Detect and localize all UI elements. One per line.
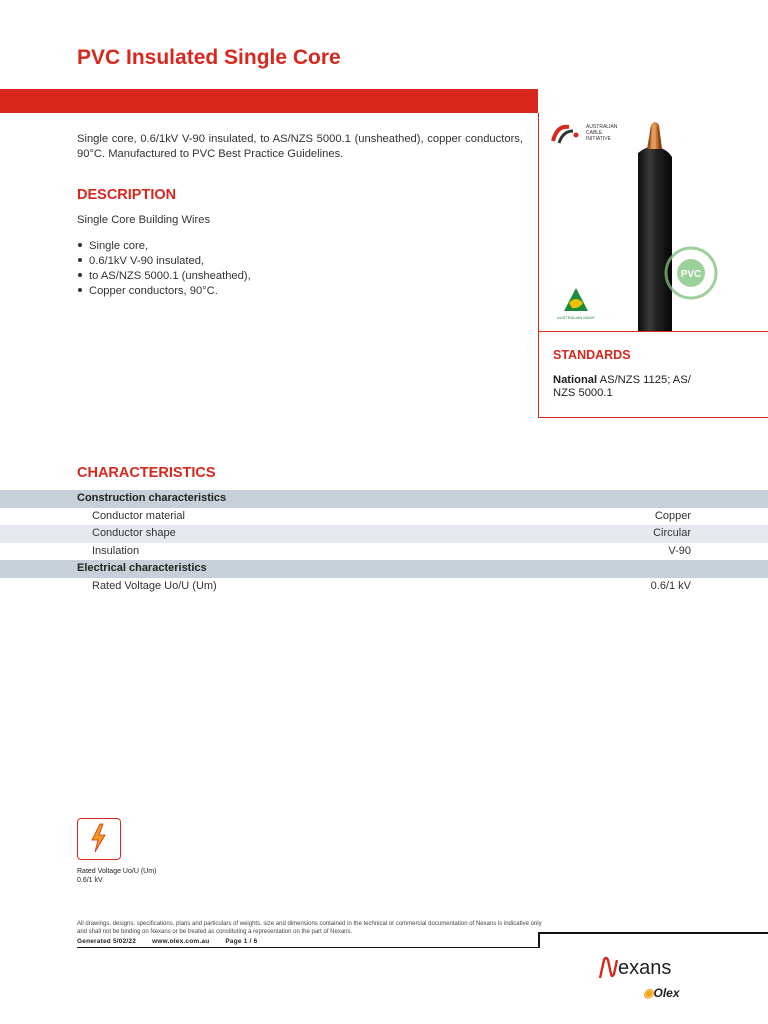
characteristics-heading: CHARACTERISTICS xyxy=(77,465,216,481)
page-title: PVC Insulated Single Core xyxy=(77,46,341,69)
description-subtitle: Single Core Building Wires xyxy=(77,214,211,226)
nexans-n-icon xyxy=(598,956,618,980)
footer-meta xyxy=(77,938,271,945)
standards-heading: STANDARDS xyxy=(553,348,631,362)
page-number: Page 1 / 6 xyxy=(225,938,258,945)
table-row: Rated Voltage Uo/U (Um) 0.6/1 kV xyxy=(92,579,691,592)
footer-divider-right xyxy=(538,932,768,934)
generated-date: Generated 5/02/22 xyxy=(77,938,137,945)
footer-divider xyxy=(77,947,538,948)
australian-made-icon xyxy=(557,288,595,320)
bullet-item: Copper conductors, 90°C. xyxy=(77,284,251,299)
svg-text:PVC: PVC xyxy=(680,269,702,280)
svg-text:CABLE: CABLE xyxy=(586,130,603,136)
voltage-icon-label: Rated Voltage Uo/U (Um) 0.6/1 kV xyxy=(77,868,157,884)
bullet-item: to AS/NZS 5000.1 (unsheathed), xyxy=(77,269,251,284)
svg-text:AUSTRALIAN: AUSTRALIAN xyxy=(586,124,618,130)
product-sidebar xyxy=(538,113,768,418)
aci-logo-icon xyxy=(553,124,618,143)
voltage-icon-box xyxy=(77,818,121,860)
standards-text xyxy=(553,374,713,400)
table-row: Insulation V-90 xyxy=(92,544,691,557)
description-heading: DESCRIPTION xyxy=(77,187,177,203)
olex-logo: ◉Olex xyxy=(643,986,680,1000)
standards-value: AS/NZS 1125; AS/ NZS 5000.1 xyxy=(553,374,691,399)
bullet-icon xyxy=(78,273,82,277)
footer-disclaimer: All drawings, designs, specifications, plans and particulars of weights, size and dimensions contained in the technical or commercial documentation of Nexans is indicative only and shall not be binding on Nexans or be treated as constituting a representation on the part of Nexans. xyxy=(77,921,542,935)
characteristics-table xyxy=(0,490,768,595)
table-group-header: Electrical characteristics xyxy=(0,560,768,578)
bullet-icon xyxy=(78,288,82,292)
svg-text:INITIATIVE: INITIATIVE xyxy=(586,136,611,142)
svg-text:AUSTRALIAN MADE: AUSTRALIAN MADE xyxy=(557,315,595,320)
description-bullets xyxy=(77,239,251,299)
pvc-best-practice-icon xyxy=(666,248,716,298)
table-row: Conductor material Copper xyxy=(92,509,691,522)
bullet-icon xyxy=(78,258,82,262)
bullet-item: 0.6/1kV V-90 insulated, xyxy=(77,254,251,269)
footer-divider-step xyxy=(538,932,540,948)
header-bar xyxy=(0,89,538,113)
table-row: Conductor shape Circular xyxy=(0,525,768,543)
lightning-bolt-icon xyxy=(78,819,119,858)
bullet-icon xyxy=(78,243,82,247)
bullet-item: Single core, xyxy=(77,239,251,254)
product-image xyxy=(539,113,768,332)
table-group-header: Construction characteristics xyxy=(0,490,768,508)
nexans-logo: exans xyxy=(598,956,671,980)
cable-illustration xyxy=(539,113,768,331)
website-link[interactable]: www.olex.com.au xyxy=(152,938,210,945)
standards-label: National xyxy=(553,374,598,386)
intro-text: Single core, 0.6/1kV V-90 insulated, to AS/NZS 5000.1 (unsheathed), copper conductors, 90°C. Manufactured to PVC Best Practice Guidelines. xyxy=(77,133,523,160)
